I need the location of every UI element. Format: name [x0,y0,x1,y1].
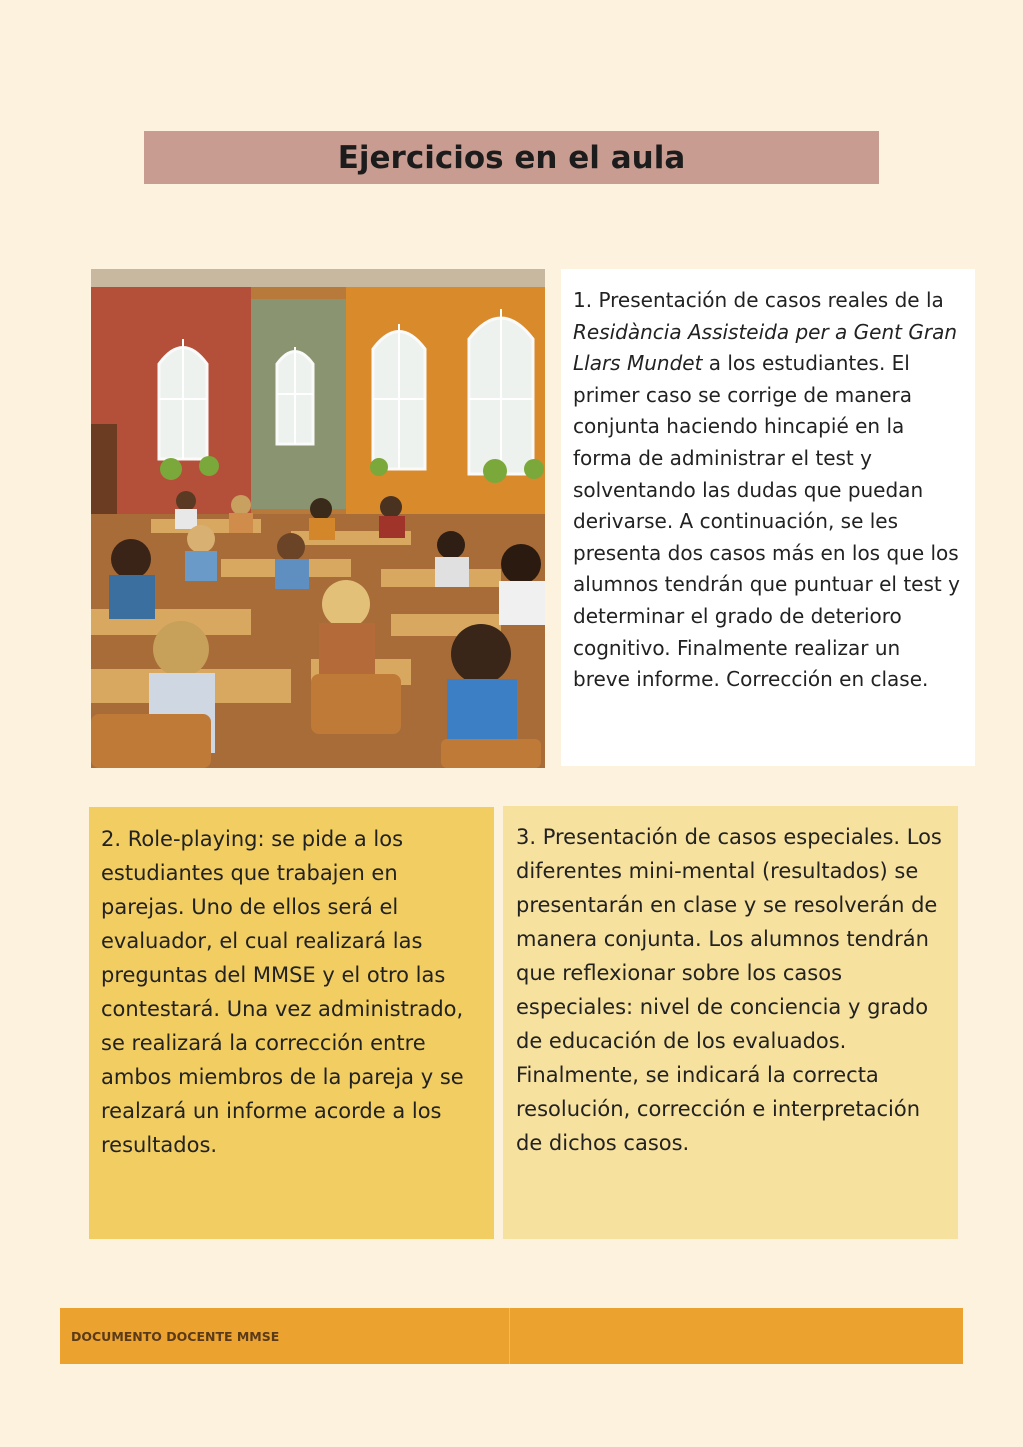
footer-label: DOCUMENTO DOCENTE MMSE [60,1308,510,1364]
footer-empty-cell [510,1308,963,1364]
classroom-photo [91,269,545,768]
title-bar [144,131,879,184]
exercise-2-box [89,807,494,1239]
page-title: Ejercicios en el aula [337,139,686,176]
exercise-1-body: a los estudiantes. El primer caso se corrige de manera conjunta haciendo hincapié en la forma de administrar el test y solventando las dudas que puedan derivarse. A continuación, se les presenta dos casos más en los que los alumnos tendrán que puntuar el test y determinar el grado de deterioro cognitivo. Finalmente realizar un breve informe. Corrección en clase. [573,351,960,692]
exercise-1-intro: 1. Presentación de casos reales de la [573,288,944,312]
exercise-3-box [503,806,958,1239]
exercise-1-box [561,269,975,766]
exercise-3-text: 3. Presentación de casos especiales. Los diferentes mini-mental (resultados) se presentarán en clase y se resolverán de manera conjunta. Los alumnos tendrán que reflexionar sobre los casos especiales: nivel de conciencia y grado de educación de los evaluados. Finalmente, se indicará la correcta resolución, corrección e interpretación de dichos casos. [516,825,942,1155]
exercise-1-text [573,285,963,696]
exercise-2-text: 2. Role-playing: se pide a los estudiantes que trabajen en parejas. Uno de ellos será el evaluador, el cual realizará las preguntas del MMSE y el otro las contestará. Una vez administrado, se realizará la corrección entre ambos miembros de la pareja y se realzará un informe acorde a los resultados. [101,827,464,1157]
footer [60,1308,963,1364]
exercise-1-institution: Residància Assisteida per a Gent Gran Llars Mundet [573,319,958,376]
classroom-illustration [91,269,545,768]
